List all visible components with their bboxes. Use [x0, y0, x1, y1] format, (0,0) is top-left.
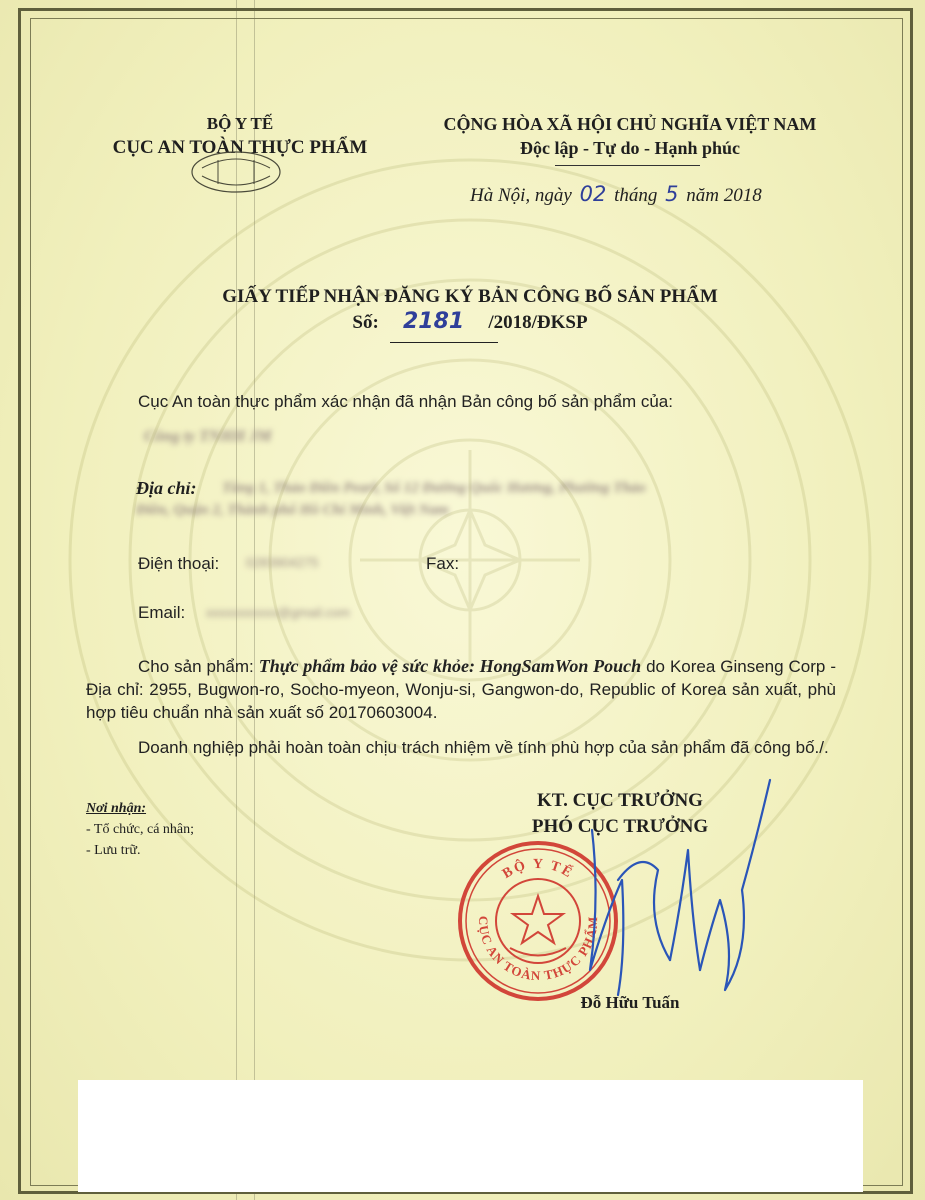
product-details: do Korea Ginseng Corp - Địa chỉ: 2955, Bugwon-ro, Socho-myeon, Wonju-si, Gangwon-do, Republic of Korea sản xuất, phù hợp tiêu chuẩn nhà sản xuất số 20170603004. [86, 657, 836, 722]
date-day: 02 [579, 182, 607, 206]
seal-ring-text: CỤC AN TOÀN THỰC PHẨM [475, 915, 601, 984]
number-suffix: /2018/ĐKSP [488, 312, 588, 333]
date-year: năm 2018 [686, 185, 762, 206]
recipient-item: - Tổ chức, cá nhân; [86, 822, 195, 837]
recipients-block [86, 798, 194, 861]
signer-name: Đỗ Hữu Tuấn [580, 993, 680, 1012]
email-redacted: xxxxxxxxxxx@gmail.com [206, 605, 350, 620]
email-label: Email: [138, 603, 186, 622]
date-month-prefix: tháng [614, 185, 658, 206]
signer-title-2: PHÓ CỤC TRƯỞNG [531, 816, 709, 837]
recipient-item: - Lưu trữ. [86, 843, 141, 858]
number-handwritten: 2181 [402, 309, 465, 334]
agency-logo-icon [188, 148, 284, 196]
address-label: Địa chỉ: [136, 478, 197, 498]
seal-top-text: BỘ Y TẾ [500, 856, 576, 882]
signer-title-1: KT. CỤC TRƯỞNG [537, 790, 703, 811]
address-line1-redacted: Tầng 1, Thảo Điền Pearl, Số 12 Đường Quốc Hương, Phường Thảo [222, 480, 646, 496]
document-title-block [120, 284, 820, 335]
responsibility-paragraph: Doanh nghiệp phải hoàn toàn chịu trách nhiệm về tính phù hợp của sản phẩm đã công bố./. [138, 738, 829, 757]
department-name: CỤC AN TOÀN THỰC PHẨM [112, 137, 368, 158]
handwritten-signature [560, 760, 790, 1020]
company-name-redacted: Công ty TNHH JM [144, 428, 272, 445]
product-paragraph [86, 655, 836, 724]
motto: Độc lập - Tự do - Hạnh phúc [519, 138, 741, 158]
product-prefix: Cho sản phẩm: [138, 657, 254, 676]
ministry-name: BỘ Y TẾ [206, 114, 274, 133]
title-underline [390, 342, 498, 343]
redaction-box [78, 1080, 863, 1192]
fax-label: Fax: [426, 554, 460, 573]
document-title: GIẤY TIẾP NHẬN ĐĂNG KÝ BẢN CÔNG BỐ SẢN PHẨM [222, 286, 718, 307]
address-line2-redacted: Điền, Quận 2, Thành phố Hồ Chí Minh, Việt Nam [136, 502, 449, 518]
phone-label: Điện thoại: [138, 554, 220, 573]
date-prefix: Hà Nội, ngày [470, 185, 572, 206]
intro-text: Cục An toàn thực phẩm xác nhận đã nhận Bản công bố sản phẩm của: [138, 392, 673, 411]
motto-underline [555, 165, 700, 166]
date-month: 5 [665, 182, 679, 206]
number-prefix: Số: [352, 312, 379, 333]
product-name: Thực phẩm bảo vệ sức khỏe: HongSamWon Pouch [258, 656, 642, 676]
national-header [410, 112, 850, 160]
country-name: CỘNG HÒA XÃ HỘI CHỦ NGHĨA VIỆT NAM [443, 114, 817, 134]
phone-redacted: 0283904275 [246, 555, 319, 570]
issue-date [470, 182, 800, 207]
recipients-label: Nơi nhận: [86, 801, 147, 816]
document-number [120, 309, 820, 335]
